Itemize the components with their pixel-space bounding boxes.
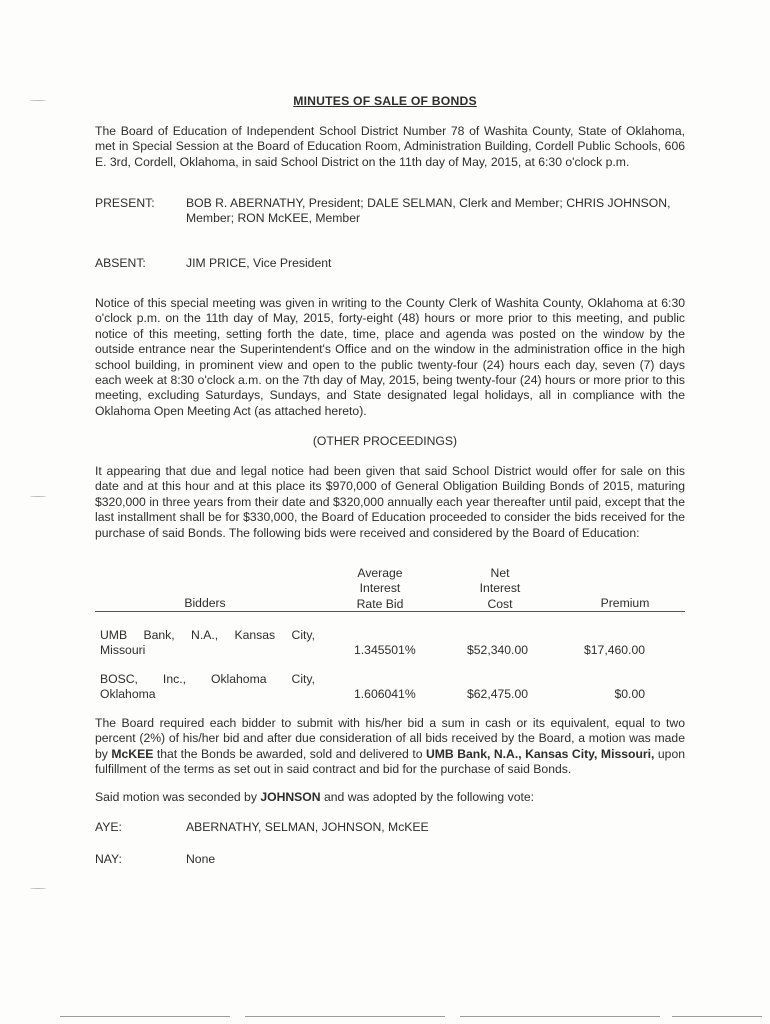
present-value: BOB R. ABERNATHY, President; DALE SELMAN, Clerk and Member; CHRIS JOHNSON, Member; RON McKEE, Member: [186, 196, 671, 226]
table-row-bidder: [100, 672, 315, 687]
footer-scan-line: [460, 1016, 660, 1017]
document-title: MINUTES OF SALE OF BONDS: [293, 94, 477, 108]
bidder-line: UMB Bank, N.A., Kansas City,: [100, 628, 315, 642]
header-cost-line: Interest: [479, 581, 521, 596]
header-rate-line: Average: [357, 566, 403, 580]
other-proceedings-heading: (OTHER PROCEEDINGS): [312, 434, 458, 448]
table-row-bidder: [100, 628, 315, 643]
row-premium: $0.00: [614, 687, 645, 701]
motion-text: upon fulfillment of the terms as set out in said contract and bid for the purchase of said Bonds.: [95, 746, 686, 777]
scan-artifact: [30, 888, 46, 890]
seconded-text: and was adopted by the following vote:: [320, 790, 535, 804]
bidder-line: Oklahoma: [100, 687, 156, 701]
nay-label: NAY:: [95, 852, 122, 866]
bidder-line: Missouri: [100, 643, 146, 657]
header-bidders: Bidders: [184, 596, 226, 610]
row-premium: $17,460.00: [584, 643, 645, 657]
motion-awardee: UMB Bank, N.A., Kansas City, Missouri,: [425, 746, 655, 761]
present-label: PRESENT:: [95, 196, 155, 210]
motion-text: that the Bonds be awarded, sold and delivered to: [153, 746, 426, 761]
row-rate: 1.345501%: [354, 643, 416, 657]
seconded-text: Said motion was seconded by: [95, 790, 261, 804]
footer-scan-line: [60, 1016, 230, 1017]
row-cost: $52,340.00: [467, 643, 528, 657]
motion-mover: McKEE: [111, 746, 154, 761]
header-cost: [455, 566, 545, 612]
motion-paragraph: [95, 716, 685, 778]
scan-artifact: [30, 496, 46, 498]
motion-text: The Board required each bidder to submit with his/her bid a sum in cash or its equivalent, equal to two percent (2%) of his/her bid and after due consideration of all bids received by the Board, a motion was made by: [95, 716, 685, 761]
aye-label: AYE:: [95, 820, 122, 834]
footer-scan-line: [672, 1016, 762, 1017]
header-cost-line: Net: [490, 566, 510, 580]
notice-paragraph: Notice of this special meeting was given in writing to the County Clerk of Washita County, Oklahoma at 6:30 o'clock p.m. on the 11th day of May, 2015, forty-eight (48) hours or more prior to this meeting, and public notice of this meeting, setting forth the date, time, place and agenda was posted on the window by the outside entrance near the Superintendent's Office and on the window in the administration office in the high school building, in prominent view and open to the public twenty-four (24) hours each day, seven (7) days each week at 8:30 o'clock a.m. on the 7th day of May, 2015, being twenty-four (24) hours or more prior to this meeting, excluding Saturdays, Sundays, and State designated legal holidays, all in compliance with the Oklahoma Open Meeting Act (as attached hereto).: [95, 296, 685, 418]
absent-label: ABSENT:: [95, 256, 146, 270]
bidder-line: BOSC, Inc., Oklahoma City,: [100, 672, 315, 686]
header-premium: Premium: [600, 596, 650, 610]
absent-value: JIM PRICE, Vice President: [186, 256, 332, 270]
row-rate: 1.606041%: [354, 687, 416, 701]
header-divider: [95, 611, 685, 612]
sale-notice-paragraph: It appearing that due and legal notice had been given that said School District would offer for sale on this date and at this hour and at this place its $970,000 of General Obligation Building Bonds of 2015, maturing $320,000 in three years from their date and $320,000 annually each year thereafter until paid, except that the last installment shall be for $330,000, the Board of Education proceeded to consider the bids received for the purchase of said Bonds. The following bids were received and considered by the Board of Education:: [95, 464, 685, 540]
aye-value: ABERNATHY, SELMAN, JOHNSON, McKEE: [186, 820, 429, 834]
header-rate: [330, 566, 430, 612]
seconded-paragraph: [95, 790, 685, 805]
nay-value: None: [186, 852, 216, 866]
footer-scan-line: [245, 1016, 445, 1017]
intro-paragraph: The Board of Education of Independent School District Number 78 of Washita County, State of Oklahoma, met in Special Session at the Board of Education Room, Administration Building, Cordell Public Schools, 606 E. 3rd, Cordell, Oklahoma, in said School District on the 11th day of May, 2015, at 6:30 o'clock p.m.: [95, 124, 685, 169]
row-cost: $62,475.00: [467, 687, 528, 701]
seconder-name: JOHNSON: [260, 790, 321, 804]
header-rate-line: Interest: [359, 581, 401, 596]
header-rate-line: Rate Bid: [356, 596, 404, 611]
header-cost-line: Cost: [487, 596, 513, 611]
